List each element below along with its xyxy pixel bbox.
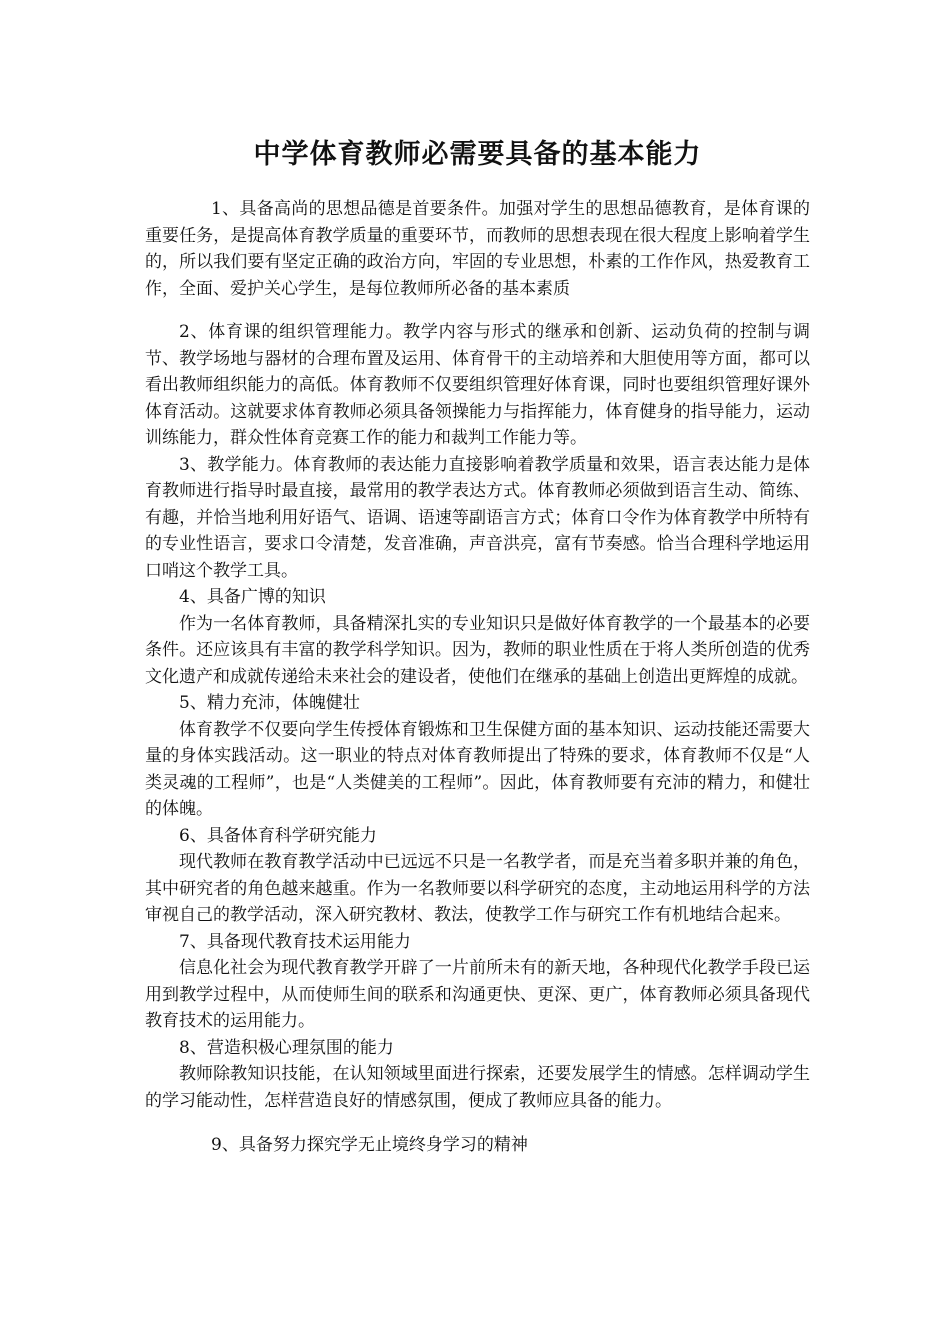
paragraph-1: 1、具备高尚的思想品德是首要条件。加强对学生的思想品德教育，是体育课的重要任务，是提高体育教学质量的重要环节，而教师的思想表现在很大程度上影响着学生的，所以我们要有坚定正确的政治方向，牢固的专业思想，朴素的工作作风，热爱教育工作，全面、爱护关心学生，是每位教师所必备的基本素质: [145, 199, 810, 299]
paragraph-3: 3、教学能力。体育教师的表达能力直接影响着教学质量和效果，语言表达能力是体育教师进行指导时最直接，最常用的教学表达方式。体育教师必须做到语言生动、简练、有趣，并恰当地利用好语气、语调、语速等副语言方式；体育口令作为体育教学中所特有的专业性语言，要求口令清楚，发音准确，声音洪亮，富有节奏感。恰当合理科学地运用口哨这个教学工具。: [145, 454, 810, 581]
section-heading-9: 9、具备努力探究学无止境终身学习的精神: [211, 1135, 528, 1155]
section-heading-6: 6、具备体育科学研究能力: [179, 825, 377, 846]
paragraph-4: 作为一名体育教师，具备精深扎实的专业知识只是做好体育教学的一个最基本的必要条件。还应该具有丰富的教学科学知识。因为，教师的职业性质在于将人类所创造的优秀文化遗产和成就传递给未来社会的建设者，使他们在继承的基础上创造出更辉煌的成就。: [145, 613, 810, 687]
document-title: 中学体育教师必需要具备的基本能力: [253, 139, 702, 170]
section-heading-7: 7、具备现代教育技术运用能力: [179, 931, 411, 952]
section-heading-5: 5、精力充沛，体魄健壮: [179, 693, 360, 713]
paragraph-8: 教师除教知识技能，在认知领域里面进行探索，还要发展学生的情感。怎样调动学生的学习能动性，怎样营造良好的情感氛围，便成了教师应具备的能力。: [145, 1064, 810, 1111]
paragraph-7: 信息化社会为现代教育教学开辟了一片前所未有的新天地，各种现代化教学手段已运用到教学过程中，从而使师生间的联系和沟通更快、更深、更广，体育教师必须具备现代教育技术的运用能力。: [145, 958, 810, 1031]
paragraph-6: 现代教师在教育教学活动中已远远不只是一名教学者，而是充当着多职并兼的角色，其中研究者的角色越来越重。作为一名教师要以科学研究的态度，主动地运用科学的方法审视自己的教学活动，深入研究教材、教法，使教学工作与研究工作有机地结合起来。: [145, 852, 810, 925]
document-body: [145, 196, 810, 1159]
paragraph-5: 体育教学不仅要向学生传授体育锻炼和卫生保健方面的基本知识、运动技能还需要大量的身体实践活动。这一职业的特点对体育教师提出了特殊的要求，体育教师不仅是“人类灵魂的工程师”，也是“人类健美的工程师”。因此，体育教师要有充沛的精力，和健壮的体魄。: [145, 719, 810, 819]
section-heading-8: 8、营造积极心理氛围的能力: [179, 1037, 394, 1058]
paragraph-2: 2、体育课的组织管理能力。教学内容与形式的继承和创新、运动负荷的控制与调节、教学场地与器材的合理布置及运用、体育骨干的主动培养和大胆使用等方面，都可以看出教师组织能力的高低。体育教师不仅要组织管理好体育课，同时也要组织管理好课外体育活动。这就要求体育教师必须具备领操能力与指挥能力，体育健身的指导能力，运动训练能力，群众性体育竞赛工作的能力和裁判工作能力等。: [145, 322, 810, 448]
section-heading-4: 4、具备广博的知识: [179, 587, 326, 607]
